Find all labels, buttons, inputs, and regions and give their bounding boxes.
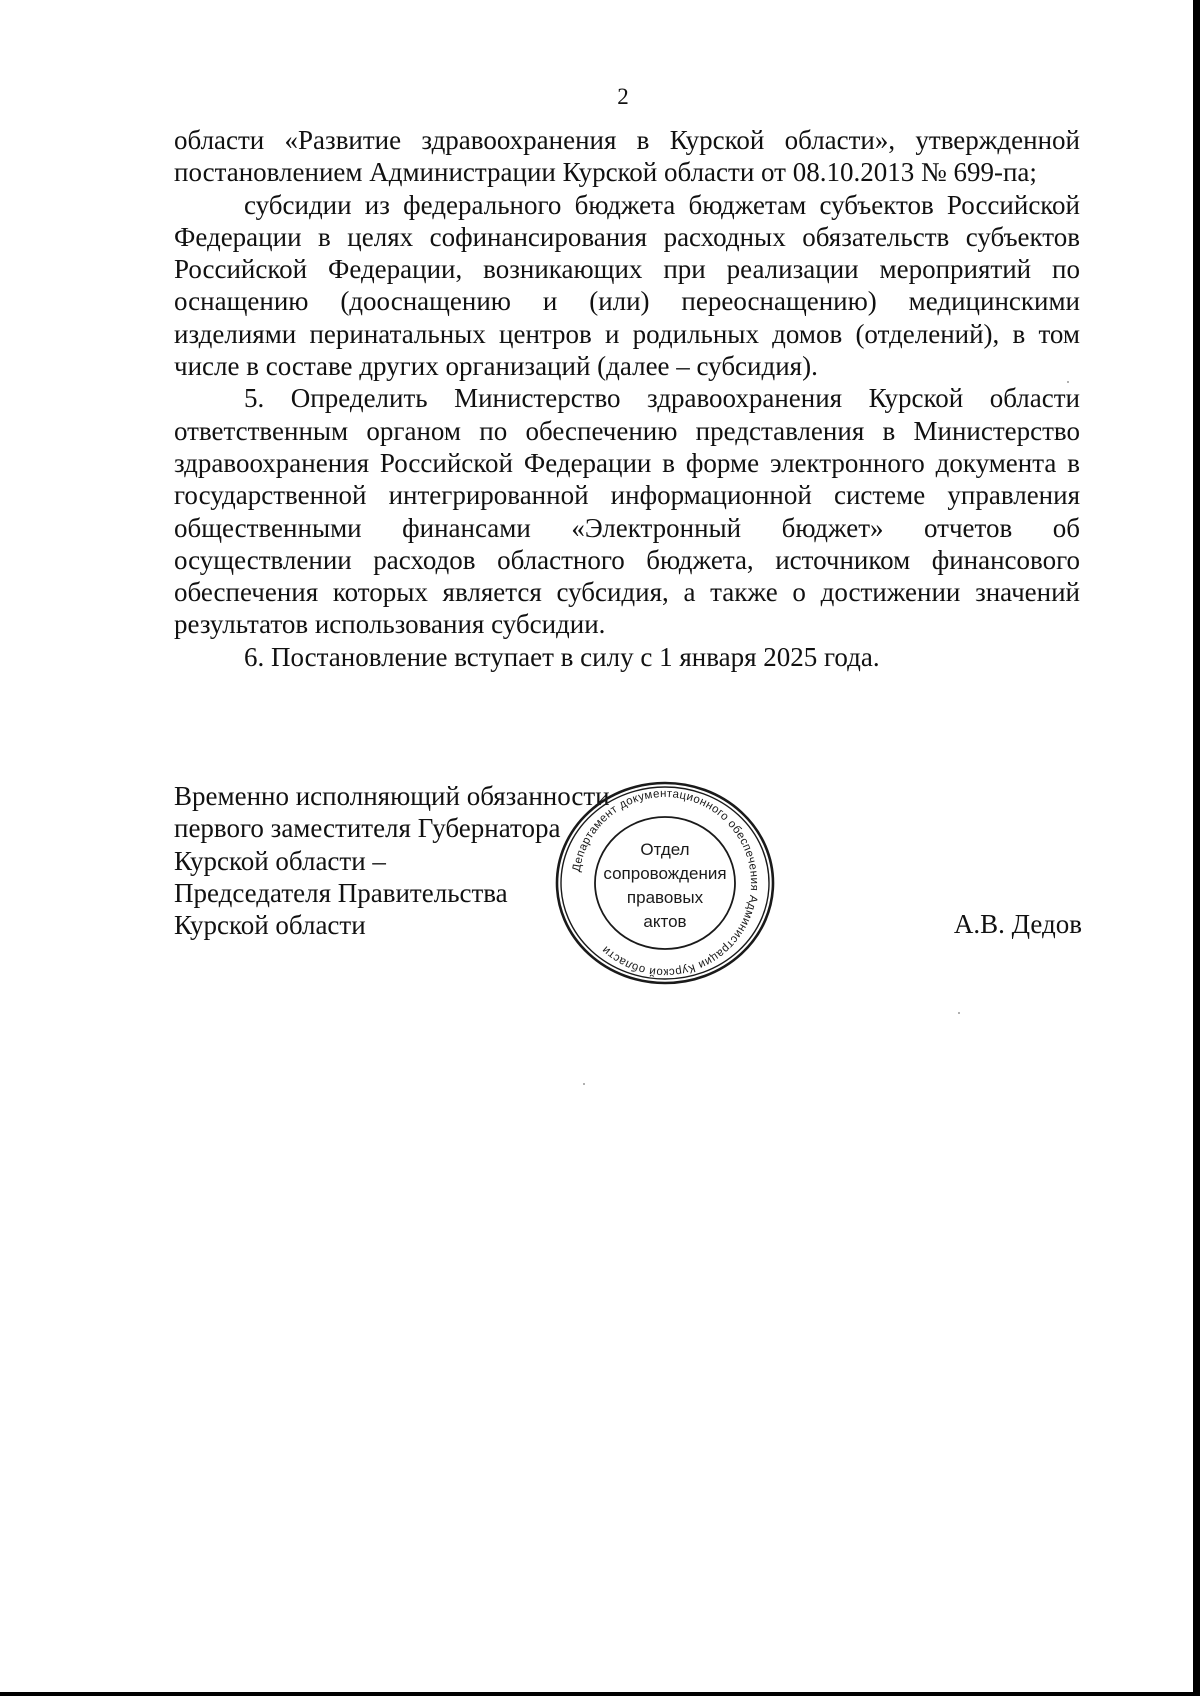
stamp-center-text <box>548 838 782 934</box>
signatory-position <box>174 780 610 941</box>
official-stamp <box>548 774 782 992</box>
paragraph-4: 6. Постановление вступает в силу с 1 января 2025 года. <box>244 641 880 672</box>
position-line: Временно исполняющий обязанности <box>174 781 610 811</box>
scan-speck <box>583 1083 585 1085</box>
scan-speck <box>1067 381 1069 383</box>
position-line: Курской области – <box>174 845 386 876</box>
stamp-line: правовых <box>626 888 704 907</box>
stamp-line: актов <box>643 912 687 931</box>
scan-edge-right <box>1193 0 1200 1696</box>
signatory-name: А.В. Дедов <box>953 909 1082 939</box>
stamp-line: Отдел <box>640 840 690 859</box>
scan-speck <box>958 1012 960 1014</box>
paragraph-3: 5. Определить Министерство здравоохранения Курской области ответственным органом по обеспечению представления в Министерство здравоохранения Российской Федерации в форме электронного документа в государственной интегрированной информационной системе управления общественными финансами «Электронный бюджет» отчетов об осуществлении расходов областного бюджета, источником финансового обеспечения которых является субсидия, а также о достижении значений результатов использования субсидии. <box>174 383 1080 640</box>
position-line: Председателя Правительства <box>174 877 508 908</box>
stamp-line: сопровождения <box>603 864 727 883</box>
paragraph-1: области «Развитие здравоохранения в Курской области», утвержденной постановлением Администрации Курской области от 08.10.2013 № 699-па; <box>174 125 1080 188</box>
position-line: Курской области <box>174 910 366 941</box>
document-body <box>174 124 1080 673</box>
paragraph-2: субсидии из федерального бюджета бюджетам субъектов Российской Федерации в целях софинансирования расходных обязательств субъектов Российской Федерации, возникающих при реализации мероприятий по оснащению (дооснащению и (или) переоснащению) медицинскими изделиями перинатальных центров и родильных домов (отделений), в том числе в составе других организаций (далее – субсидия). <box>174 189 1080 382</box>
position-line: первого заместителя Губернатора <box>174 813 561 844</box>
page-number: 2 <box>617 84 629 109</box>
scan-edge-bottom <box>0 1692 1200 1696</box>
stamp-ring-text: Департамент документационного обеспечения Администрации Курской области <box>570 787 761 979</box>
